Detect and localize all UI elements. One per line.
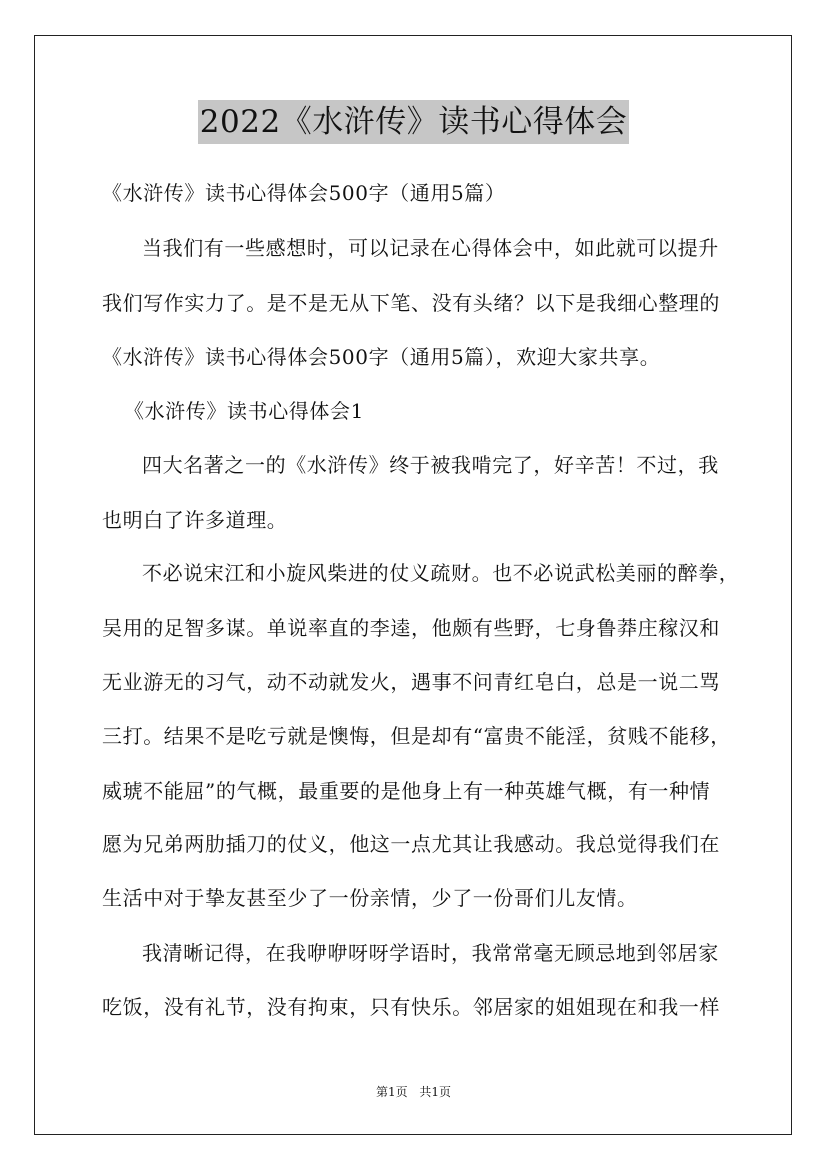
title-container	[0, 100, 827, 144]
page-footer	[0, 1083, 827, 1100]
paragraph-line: 我清晰记得，在我咿咿呀呀学语时，我常常毫无顾忌地到邻居家	[142, 941, 719, 965]
page-number: 第1页	[375, 1085, 408, 1099]
paragraph-line: 三打。结果不是吃亏就是懊悔，但是却有“富贵不能淫，贫贱不能移，	[102, 724, 731, 748]
paragraph-line: 吃饭，没有礼节，没有拘束，只有快乐。邻居家的姐姐现在和我一样	[102, 995, 720, 1019]
paragraph-line: 四大名著之一的《水浒传》终于被我啃完了，好辛苦！不过，我	[142, 453, 719, 477]
paragraph-line: 不必说宋江和小旋风柴进的仗义疏财。也不必说武松美丽的醉拳，	[142, 561, 740, 585]
page-total: 共1页	[419, 1085, 452, 1099]
paragraph-line: 吴用的足智多谋。单说率直的李逵，他颇有些野，七身鲁莽庄稼汉和	[102, 616, 720, 640]
document-title: 2022《水浒传》读书心得体会	[198, 100, 629, 144]
paragraph-line: 无业游无的习气，动不动就发火，遇事不问青红皂白，总是一说二骂	[102, 670, 720, 694]
subtitle-line: 《水浒传》读书心得体会500字（通用5篇）	[102, 181, 506, 205]
paragraph-line: 生活中对于挚友甚至少了一份亲情，少了一份哥们儿友情。	[102, 886, 638, 910]
paragraph-line: 愿为兄弟两肋插刀的仗义，他这一点尤其让我感动。我总觉得我们在	[102, 832, 720, 856]
paragraph-line: 也明白了许多道理。	[102, 508, 288, 532]
paragraph-line: 当我们有一些感想时，可以记录在心得体会中，如此就可以提升	[142, 236, 719, 260]
paragraph-line: 威琥不能屈”的气概，最重要的是他身上有一种英雄气概，有一种情	[102, 779, 711, 803]
paragraph-line: 《水浒传》读书心得体会500字（通用5篇），欢迎大家共享。	[102, 345, 661, 369]
paragraph-line: 我们写作实力了。是不是无从下笔、没有头绪？以下是我细心整理的	[102, 291, 720, 315]
section-heading: 《水浒传》读书心得体会1	[124, 399, 364, 423]
